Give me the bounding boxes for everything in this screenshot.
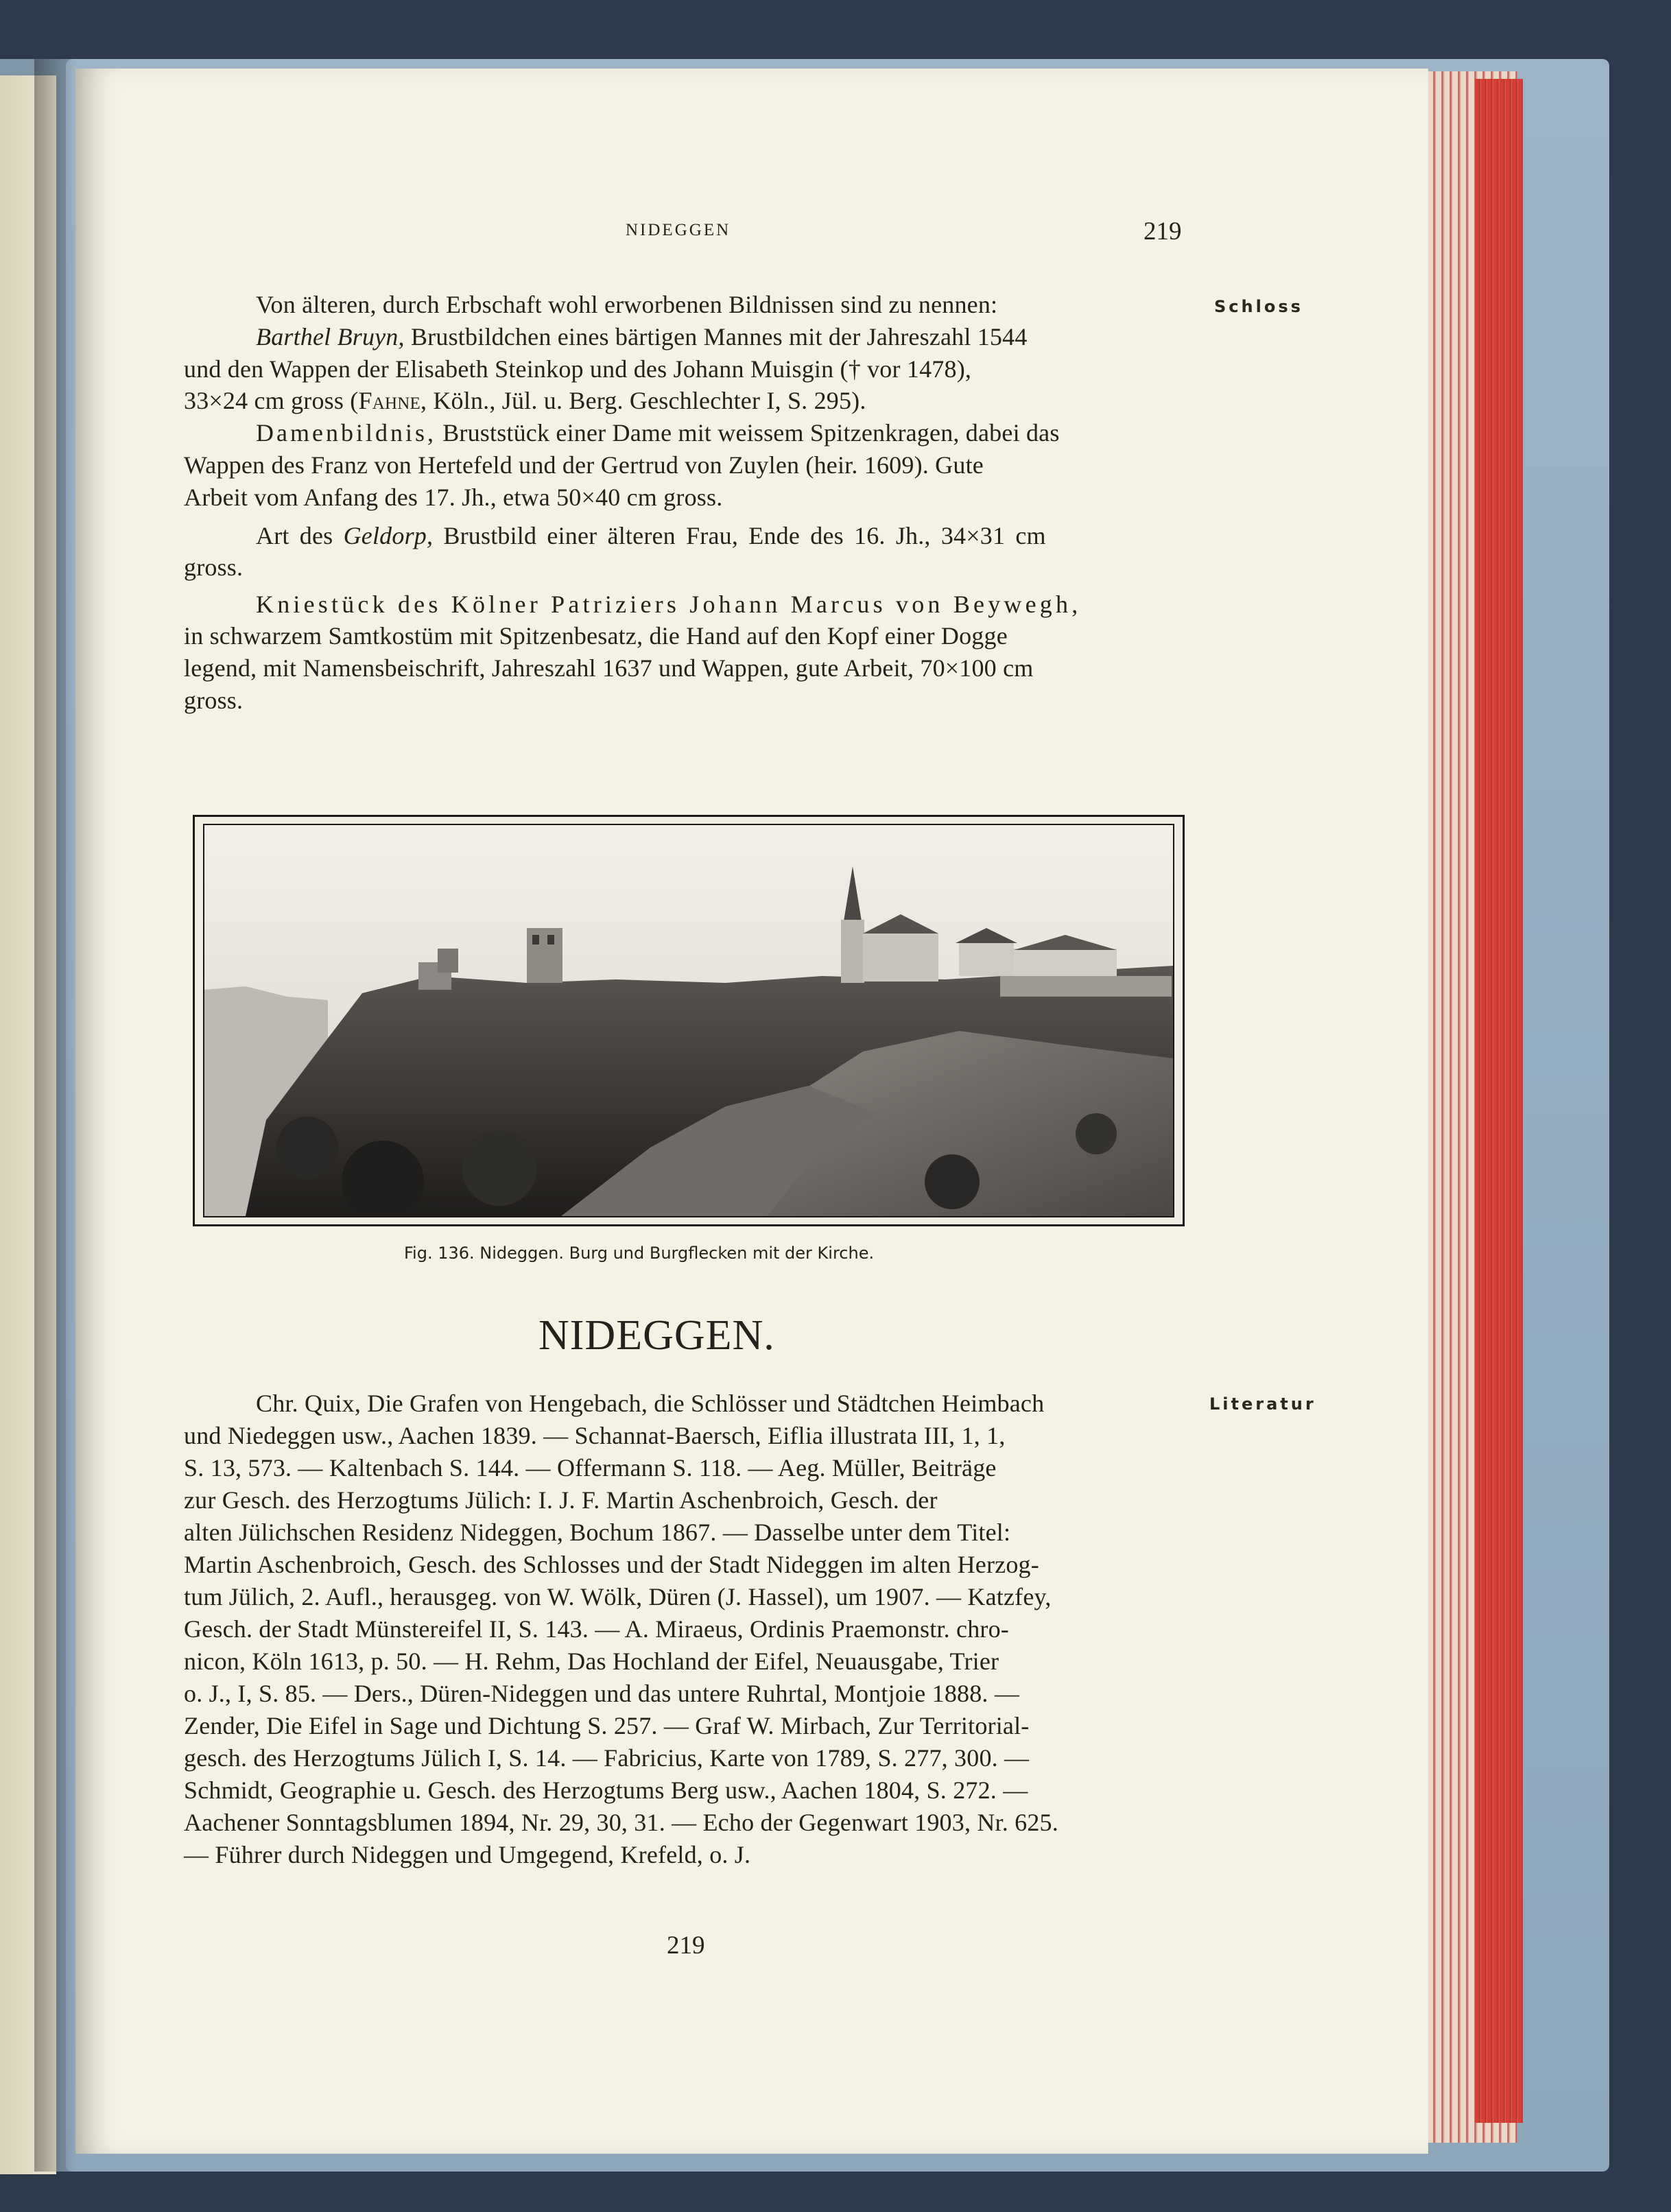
text-line xyxy=(256,322,1028,351)
literature-line: Schmidt, Geographie u. Gesch. des Herzogtums Berg usw., Aachen 1804, S. 272. — xyxy=(184,1776,1028,1804)
author-name: Fahne, xyxy=(358,387,427,414)
literature-line: Chr. Quix, Die Grafen von Hengebach, die Schlösser und Städtchen Heimbach xyxy=(256,1390,1045,1417)
figure-frame xyxy=(193,815,1185,1226)
section-title: NIDEGGEN. xyxy=(538,1312,775,1359)
text-line: gross. xyxy=(184,687,244,714)
running-title: NIDEGGEN xyxy=(626,221,731,239)
literature-line: Zender, Die Eifel in Sage und Dichtung S. 257. — Graf W. Mirbach, Zur Territorial- xyxy=(184,1712,1030,1739)
text-line: legend, mit Namensbeischrift, Jahreszahl 1637 und Wappen, gute Arbeit, 70×100 cm xyxy=(184,654,1034,682)
text-span: Brustbildchen eines bärtigen Mannes mit der Jahreszahl 1544 xyxy=(410,323,1028,350)
text-span: Art des xyxy=(256,522,333,549)
text-line: in schwarzem Samtkostüm mit Spitzenbesatz, die Hand auf den Kopf einer Dogge xyxy=(184,622,1008,650)
spine-shadow xyxy=(34,59,75,2172)
text-span: 33×24 cm gross ( xyxy=(184,387,359,414)
literature-line: — Führer durch Nideggen und Umgegend, Krefeld, o. J. xyxy=(184,1841,751,1868)
literature-line: Aachener Sonntagsblumen 1894, Nr. 29, 30, 31. — Echo der Gegenwart 1903, Nr. 625. xyxy=(184,1809,1058,1836)
text-line xyxy=(184,386,866,415)
text-span: Brustbild einer älteren Frau, Ende des 16. Jh., 34×31 cm xyxy=(443,522,1046,549)
text-line: Wappen des Franz von Hertefeld und der Gertrud von Zuylen (heir. 1609). Gute xyxy=(184,451,984,479)
margin-note-literatur: Literatur xyxy=(1209,1394,1316,1414)
artist-name: Barthel Bruyn, xyxy=(256,323,405,350)
spaced-heading: Damenbildnis, xyxy=(256,419,436,447)
text-line xyxy=(256,521,1046,550)
literature-line: Gesch. der Stadt Münstereifel II, S. 143. — A. Miraeus, Ordinis Praemonstr. chro- xyxy=(184,1615,1009,1643)
literature-line: und Niedeggen usw., Aachen 1839. — Schannat-Baersch, Eiflia illustrata III, 1, 1, xyxy=(184,1422,1006,1449)
text-line: gross. xyxy=(184,554,244,581)
landscape-photo xyxy=(203,824,1174,1217)
literature-line: nicon, Köln 1613, p. 50. — H. Rehm, Das Hochland der Eifel, Neuausgabe, Trier xyxy=(184,1648,999,1675)
literature-line: S. 13, 573. — Kaltenbach S. 144. — Offermann S. 118. — Aeg. Müller, Beiträge xyxy=(184,1454,997,1482)
literature-line: o. J., I, S. 85. — Ders., Düren-Nideggen und das untere Ruhrtal, Montjoie 1888. — xyxy=(184,1680,1020,1707)
footer-page-number: 219 xyxy=(667,1931,705,1960)
text-line: Von älteren, durch Erbschaft wohl erworbenen Bildnissen sind zu nennen: xyxy=(256,291,998,318)
header-page-number: 219 xyxy=(1143,217,1182,246)
text-span: Köln., Jül. u. Berg. Geschlechter I, S. 295). xyxy=(433,387,866,414)
margin-note-schloss: Schloss xyxy=(1214,297,1303,316)
literature-line: tum Jülich, 2. Aufl., herausgeg. von W. Wölk, Düren (J. Hassel), um 1907. — Katzfey, xyxy=(184,1583,1052,1610)
text-line: Kniestück des Kölner Patriziers Johann Marcus von Beywegh, xyxy=(256,591,1082,618)
artist-name: Geldorp, xyxy=(343,522,434,549)
literature-line: zur Gesch. des Herzogtums Jülich: I. J. F. Martin Aschenbroich, Gesch. der xyxy=(184,1486,938,1514)
literature-line: gesch. des Herzogtums Jülich I, S. 14. — Fabricius, Karte von 1789, S. 277, 300. — xyxy=(184,1744,1030,1772)
literature-line: Martin Aschenbroich, Gesch. des Schlosses und der Stadt Nideggen im alten Herzog- xyxy=(184,1551,1039,1578)
red-page-edges xyxy=(1475,79,1523,2123)
text-line: Arbeit vom Anfang des 17. Jh., etwa 50×40 cm gross. xyxy=(184,484,723,511)
literature-line: alten Jülichschen Residenz Nideggen, Bochum 1867. — Dasselbe unter dem Titel: xyxy=(184,1519,1011,1546)
text-span: Bruststück einer Dame mit weissem Spitzenkragen, dabei das xyxy=(442,419,1060,447)
text-line xyxy=(256,418,1060,447)
figure-caption: Fig. 136. Nideggen. Burg und Burgflecken mit der Kirche. xyxy=(404,1244,875,1263)
text-line: und den Wappen der Elisabeth Steinkop und des Johann Muisgin († vor 1478), xyxy=(184,355,972,383)
